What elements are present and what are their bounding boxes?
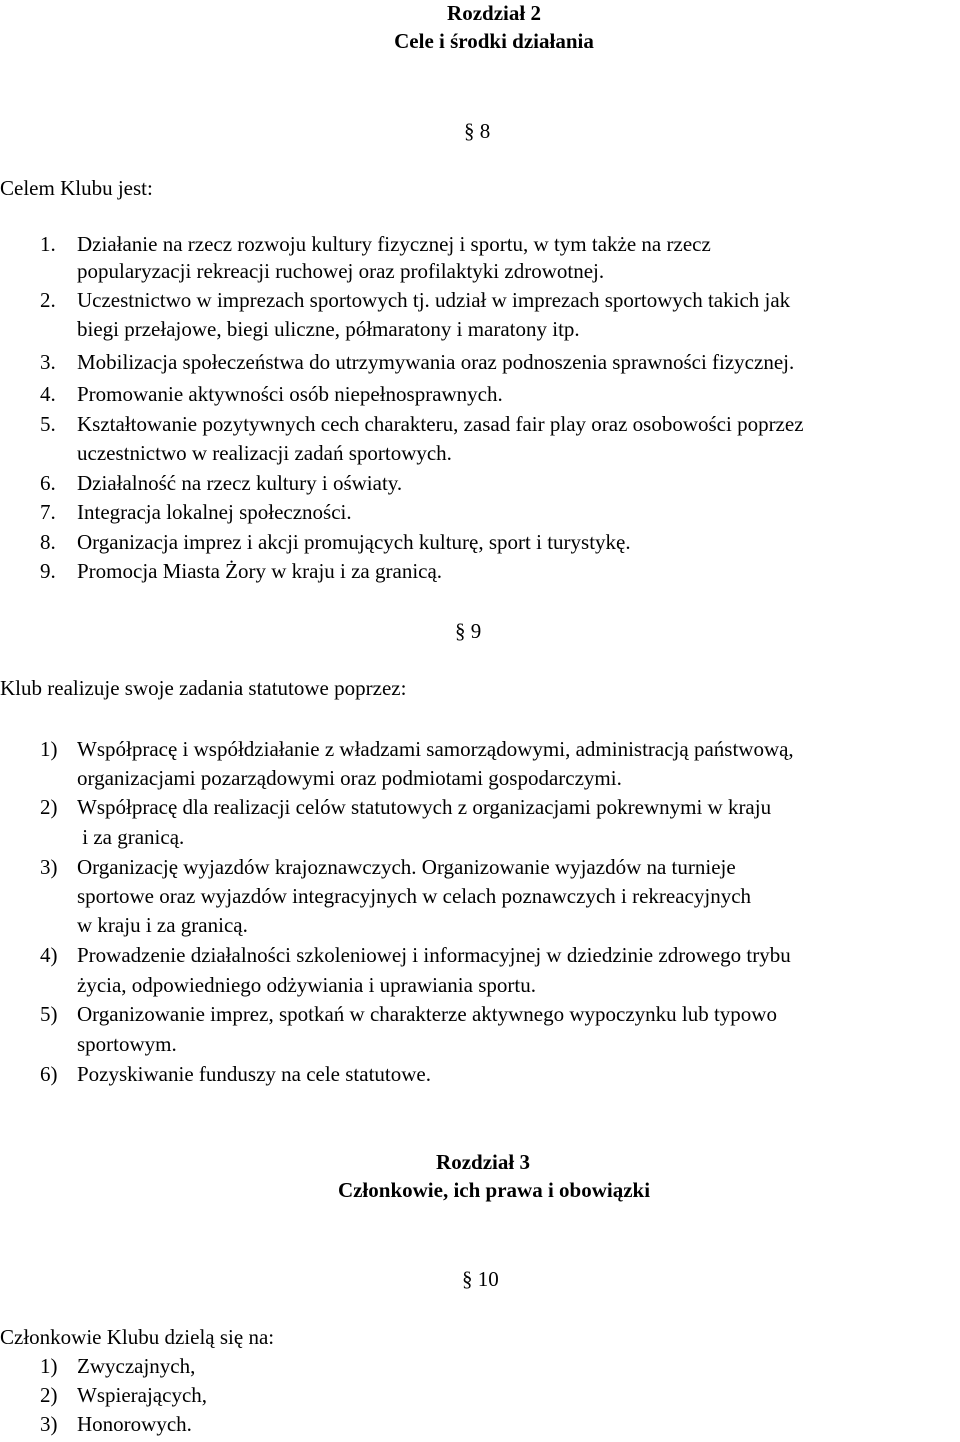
- list-item-number: 1): [40, 737, 58, 761]
- list-item-text: Organizacja imprez i akcji promujących kulturę, sport i turystykę.: [77, 530, 631, 554]
- list-item-text: uczestnictwo w realizacji zadań sportowych.: [77, 441, 452, 465]
- list-item-text: Kształtowanie pozytywnych cech charakteru, zasad fair play oraz osobowości poprzez: [77, 412, 804, 436]
- paragraph-10-intro: Członkowie Klubu dzielą się na:: [0, 1325, 275, 1349]
- list-item-text: Współpracę dla realizacji celów statutowych z organizacjami pokrewnymi w kraju: [77, 795, 772, 819]
- list-item-text: popularyzacji rekreacji ruchowej oraz profilaktyki zdrowotnej.: [77, 259, 605, 283]
- list-item-number: 3): [40, 1412, 58, 1436]
- list-item-number: 3.: [40, 350, 56, 374]
- list-item-number: 2): [40, 1383, 58, 1407]
- list-item-text: Wspierających,: [77, 1383, 208, 1407]
- list-item-text: organizacjami pozarządowymi oraz podmiotami gospodarczymi.: [77, 766, 622, 790]
- list-item-number: 7.: [40, 500, 56, 524]
- list-item-text: Organizowanie imprez, spotkań w charakterze aktywnego wypoczynku lub typowo: [77, 1002, 777, 1026]
- paragraph-8-intro: Celem Klubu jest:: [0, 176, 153, 200]
- list-item-text: Promocja Miasta Żory w kraju i za granicą.: [77, 559, 443, 583]
- list-item-text: Promowanie aktywności osób niepełnosprawnych.: [77, 382, 503, 406]
- list-item-text: Pozyskiwanie funduszy na cele statutowe.: [77, 1062, 431, 1086]
- list-item-number: 2.: [40, 288, 56, 312]
- list-item-number: 6.: [40, 471, 56, 495]
- paragraph-9-intro: Klub realizuje swoje zadania statutowe poprzez:: [0, 676, 407, 700]
- list-item-number: 1.: [40, 232, 56, 256]
- list-item-text: Działalność na rzecz kultury i oświaty.: [77, 471, 403, 495]
- section-sign: §: [462, 1267, 473, 1291]
- list-item-text: i za granicą.: [77, 825, 185, 849]
- list-item-text: Współpracę i współdziałanie z władzami samorządowymi, administracją państwową,: [77, 737, 794, 761]
- paragraph-9-marker: [455, 621, 481, 642]
- list-item-number: 6): [40, 1062, 58, 1086]
- paragraph-number: 9: [470, 619, 482, 643]
- chapter-2-title: Cele i środki działania: [394, 29, 594, 53]
- paragraph-number: 10: [477, 1267, 499, 1291]
- list-item-text: Działanie na rzecz rozwoju kultury fizycznej i sportu, w tym także na rzecz: [77, 232, 711, 256]
- section-sign: §: [455, 619, 466, 643]
- chapter-2-heading: Rozdział 2: [447, 1, 541, 25]
- list-item-text: Mobilizacja społeczeństwa do utrzymywania oraz podnoszenia sprawności fizycznej.: [77, 350, 795, 374]
- list-item-number: 5): [40, 1002, 58, 1026]
- list-item-number: 8.: [40, 530, 56, 554]
- list-item-text: Prowadzenie działalności szkoleniowej i informacyjnej w dziedzinie zdrowego trybu: [77, 943, 791, 967]
- list-item-number: 4.: [40, 382, 56, 406]
- list-item-text: sportowym.: [77, 1032, 177, 1056]
- list-item-text: Uczestnictwo w imprezach sportowych tj. udział w imprezach sportowych takich jak: [77, 288, 791, 312]
- list-item-number: 1): [40, 1354, 58, 1378]
- section-sign: §: [464, 119, 475, 143]
- list-item-text: Organizację wyjazdów krajoznawczych. Organizowanie wyjazdów na turnieje: [77, 855, 736, 879]
- list-item-number: 2): [40, 795, 58, 819]
- chapter-3-title: Członkowie, ich prawa i obowiązki: [337, 1178, 651, 1202]
- list-item-number: 4): [40, 943, 58, 967]
- list-item-text: Zwyczajnych,: [77, 1354, 196, 1378]
- paragraph-number: 8: [479, 119, 491, 143]
- list-item-text: w kraju i za granicą.: [77, 913, 248, 937]
- list-item-text: biegi przełajowe, biegi uliczne, półmaratony i maratony itp.: [77, 317, 580, 341]
- paragraph-10-marker: [462, 1269, 499, 1290]
- chapter-3-heading: Rozdział 3: [436, 1150, 530, 1174]
- paragraph-8-marker: [464, 121, 490, 142]
- list-item-text: życia, odpowiedniego odżywiania i uprawiania sportu.: [77, 973, 536, 997]
- list-item-text: sportowe oraz wyjazdów integracyjnych w celach poznawczych i rekreacyjnych: [77, 884, 752, 908]
- list-item-text: Integracja lokalnej społeczności.: [77, 500, 352, 524]
- list-item-number: 5.: [40, 412, 56, 436]
- list-item-number: 3): [40, 855, 58, 879]
- list-item-number: 9.: [40, 559, 56, 583]
- list-item-text: Honorowych.: [77, 1412, 192, 1436]
